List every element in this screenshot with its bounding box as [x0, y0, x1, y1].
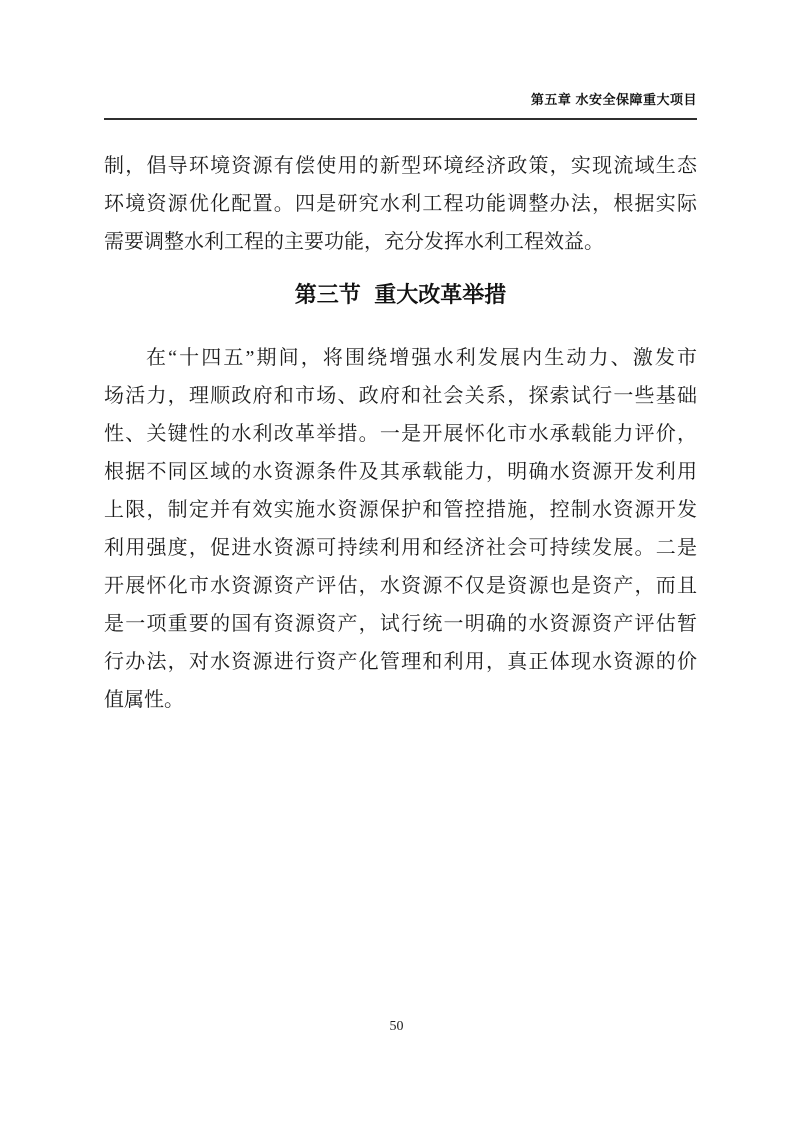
text-line: 场活力，理顺政府和市场、政府和社会关系，探索试行一些基础: [104, 385, 697, 407]
text-line: 开展怀化市水资源资产评估，水资源不仅是资源也是资产，而且: [104, 575, 697, 597]
text-line: 利用强度，促进水资源可持续利用和经济社会可持续发展。二是: [104, 537, 697, 559]
text-line: 在“十四五”期间，将围绕增强水利发展内生动力、激发市: [146, 347, 697, 369]
text-line: 环境资源优化配置。四是研究水利工程功能调整办法，根据实际: [104, 193, 697, 215]
header-rule-divider: [104, 118, 697, 120]
text-line: 性、关键性的水利改革举措。一是开展怀化市水承载能力评价，: [104, 423, 697, 445]
text-line: 行办法，对水资源进行资产化管理和利用，真正体现水资源的价: [104, 651, 697, 673]
text-line: 值属性。: [104, 689, 184, 711]
text-line: 需要调整水利工程的主要功能，充分发挥水利工程效益。: [104, 231, 604, 253]
text-line: 根据不同区域的水资源条件及其承载能力，明确水资源开发利用: [104, 461, 697, 483]
paragraph-continuation: [104, 147, 697, 261]
page-body: [104, 147, 697, 719]
text-line: 上限，制定并有效实施水资源保护和管控措施，控制水资源开发: [104, 499, 697, 521]
page-number: 50: [389, 1019, 404, 1034]
running-header-chapter-title: 第五章 水安全保障重大项目: [530, 92, 697, 107]
text-line: 是一项重要的国有资源资产，试行统一明确的水资源资产评估暂: [104, 613, 697, 635]
text-line: 制，倡导环境资源有偿使用的新型环境经济政策，实现流域生态: [104, 155, 697, 177]
section-heading: 第三节 重大改革举措: [294, 282, 507, 307]
paragraph-main: [104, 339, 697, 719]
